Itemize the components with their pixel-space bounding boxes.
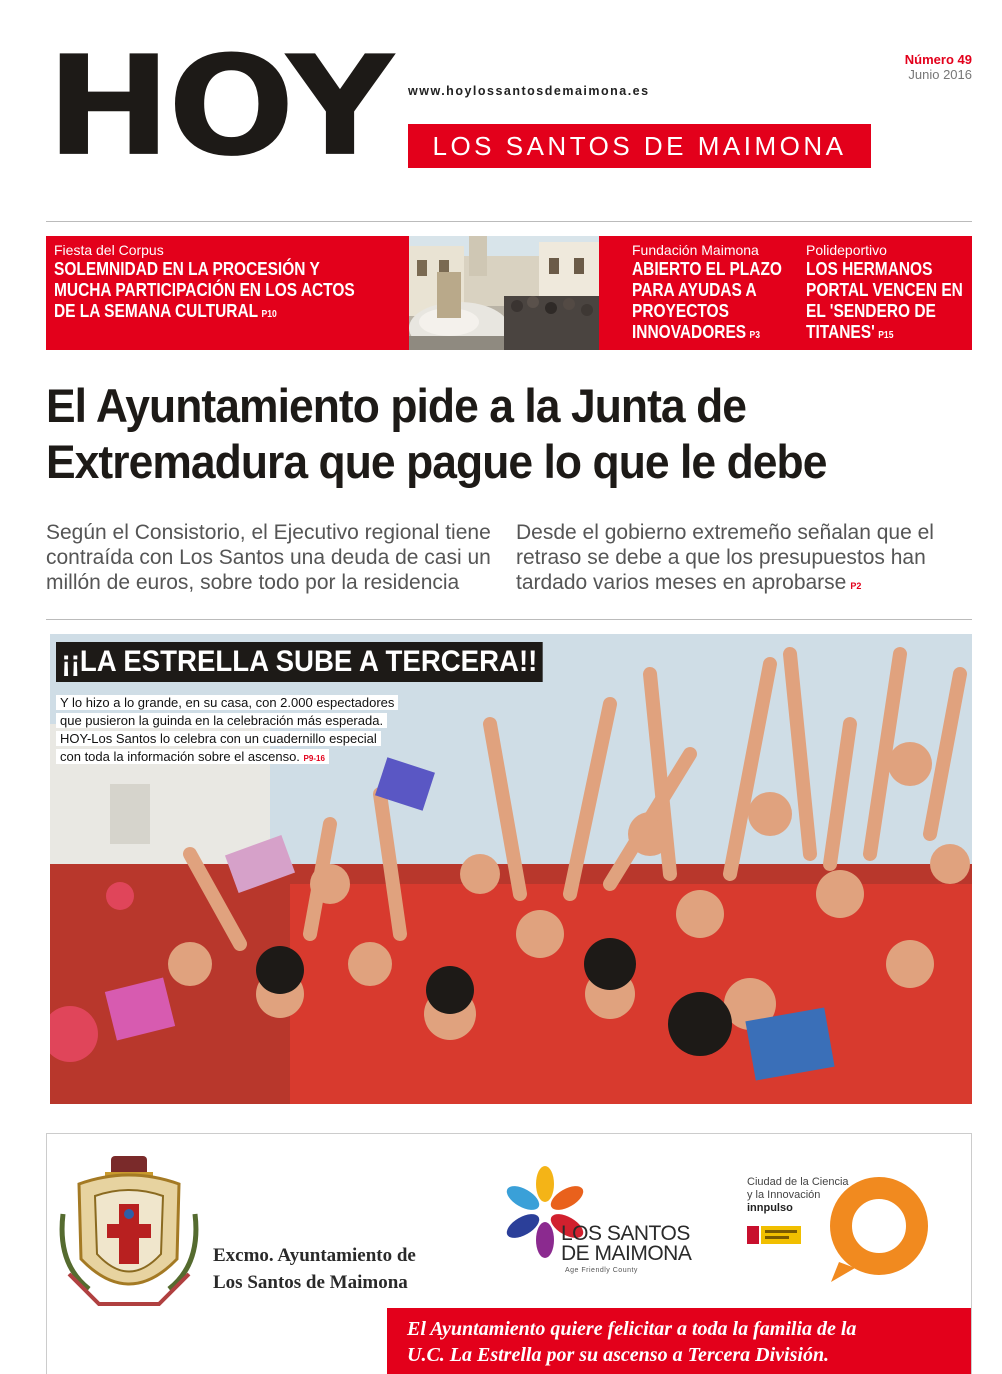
caption-line: con toda la información sobre el ascenso. — [60, 749, 300, 764]
page-ref: P15 — [878, 330, 894, 341]
feature-caption — [56, 694, 446, 768]
teaser-fundacion[interactable] — [632, 242, 806, 346]
page-ref: P9-16 — [303, 754, 325, 763]
deck-line: Desde el gobierno extremeño señalan que el — [516, 521, 934, 544]
lead-headline-line: Extremadura que pague lo que le debe — [46, 435, 827, 488]
caption-line: que pusieron la guinda en la celebración más esperada. — [56, 713, 387, 728]
town-brand-tagline: Age Friendly County — [565, 1267, 638, 1274]
lead-deck-right — [516, 520, 966, 599]
teaser-polideportivo[interactable] — [806, 242, 988, 346]
newspaper-logo[interactable]: HOY — [46, 26, 391, 188]
banner-line: U.C. La Estrella por su ascenso a Tercera División. — [407, 1344, 830, 1366]
teaser-corpus[interactable] — [54, 242, 404, 325]
page-ref: P3 — [749, 330, 761, 341]
caption-line: HOY-Los Santos lo celebra con un cuadernillo especial — [56, 731, 381, 746]
teaser-headline-line: ABIERTO EL PLAZO — [632, 259, 782, 279]
caption-line: Y lo hizo a lo grande, en su casa, con 2.000 espectadores — [56, 695, 398, 710]
deck-line: contraída con Los Santos una deuda de casi un — [46, 546, 491, 569]
coat-of-arms-icon — [59, 1154, 199, 1314]
teaser-headline-line: EL 'SENDERO DE — [806, 301, 936, 321]
feature-title: ¡¡LA ESTRELLA SUBE A TERCERA!! — [56, 642, 543, 682]
issue-date: Junio 2016 — [908, 67, 972, 82]
procession-photo — [409, 236, 599, 350]
issue-info — [905, 52, 972, 82]
edition-town: LOS SANTOS DE MAIMONA — [408, 124, 871, 168]
teaser-kicker: Polideportivo — [806, 242, 887, 258]
lead-headline[interactable] — [46, 378, 921, 490]
teaser-headline-line: DE LA SEMANA CULTURAL — [54, 301, 259, 321]
spain-government-icon — [747, 1224, 803, 1246]
teaser-kicker: Fiesta del Corpus — [54, 242, 164, 258]
deck-line: millón de euros, sobre todo por la residencia — [46, 571, 460, 594]
teaser-headline-line: MUCHA PARTICIPACIÓN EN LOS ACTOS — [54, 280, 355, 300]
banner-line: El Ayuntamiento quiere felicitar a toda la familia de la — [407, 1318, 857, 1340]
divider — [46, 221, 972, 222]
deck-line: Según el Consistorio, el Ejecutivo regional tiene — [46, 521, 491, 544]
lead-deck-left — [46, 520, 496, 595]
council-name — [213, 1242, 416, 1296]
teaser-headline-line: TITANES' — [806, 322, 875, 342]
city-label-line: y la Innovación — [747, 1189, 821, 1201]
celebration-photo[interactable] — [50, 634, 972, 1104]
city-label-line: Ciudad de la Ciencia — [747, 1176, 849, 1188]
teaser-headline-line: PROYECTOS — [632, 301, 729, 321]
teaser-kicker: Fundación Maimona — [632, 242, 759, 258]
deck-line: retraso se debe a que los presupuestos han — [516, 546, 926, 569]
innpulso-brand: innpulso — [747, 1202, 793, 1214]
council-advert[interactable] — [46, 1133, 972, 1374]
page-ref: P10 — [261, 309, 277, 320]
council-name-line: Los Santos de Maimona — [213, 1272, 408, 1293]
teaser-headline-line: INNOVADORES — [632, 322, 747, 342]
issue-number: Número 49 — [904, 52, 972, 67]
congratulations-banner — [387, 1308, 972, 1374]
innpulso-ring-icon — [825, 1174, 935, 1284]
teaser-headline-line: PARA AYUDAS A — [632, 280, 757, 300]
page-ref: P2 — [850, 581, 862, 591]
website-url[interactable]: www.hoylossantosdemaimona.es — [408, 84, 650, 98]
lead-headline-line: El Ayuntamiento pide a la Junta de — [46, 379, 747, 432]
deck-line: tardado varios meses en aprobarse — [516, 571, 847, 594]
town-brand-logo — [561, 1224, 691, 1264]
town-brand-line: DE MAIMONA — [561, 1242, 692, 1265]
town-brand-line: LOS SANTOS — [561, 1222, 690, 1245]
council-name-line: Excmo. Ayuntamiento de — [213, 1245, 416, 1266]
teaser-headline-line: SOLEMNIDAD EN LA PROCESIÓN Y — [54, 259, 320, 279]
teaser-headline-line: LOS HERMANOS — [806, 259, 933, 279]
teaser-headline-line: PORTAL VENCEN EN — [806, 280, 963, 300]
teaser-band — [46, 236, 972, 350]
divider — [46, 619, 972, 620]
